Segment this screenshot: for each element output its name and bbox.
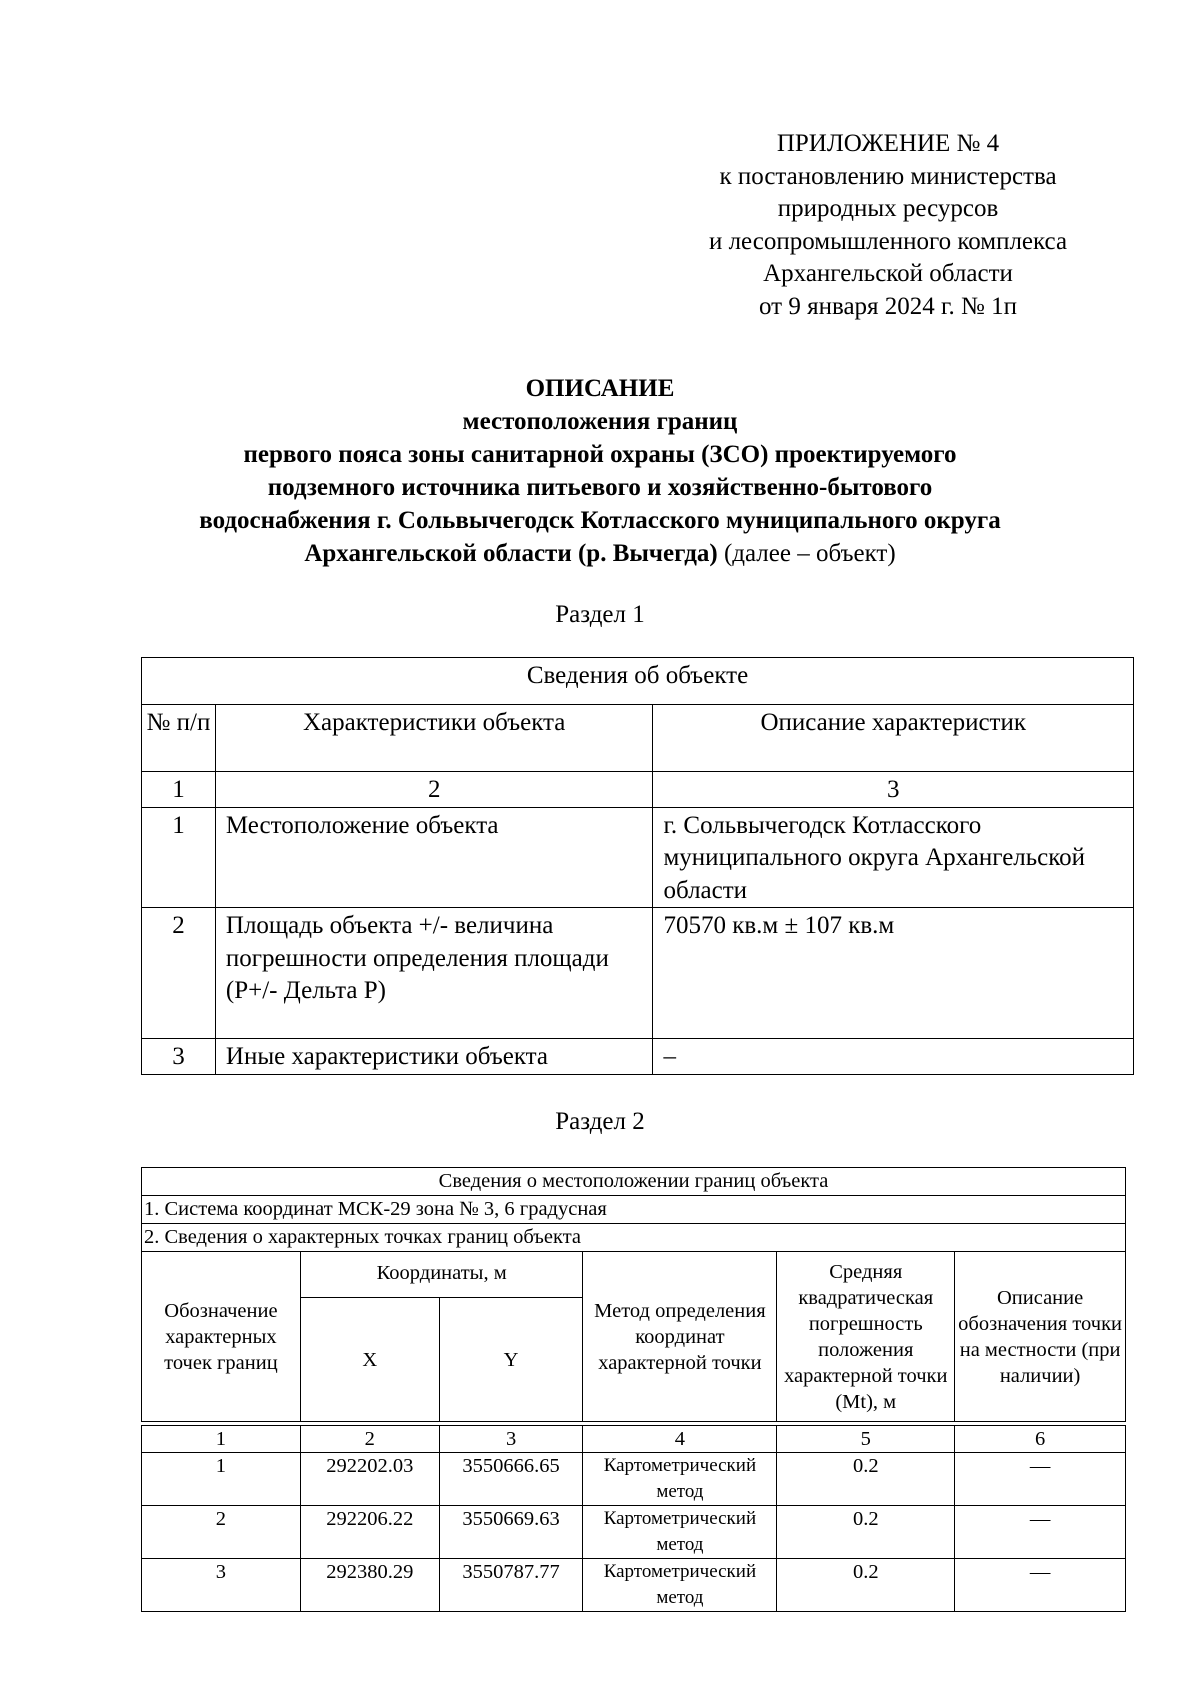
- header-cell-method: Метод определения координат характерной точки: [583, 1252, 777, 1422]
- coordinate-system-line: 1. Система координат МСК-29 зона № 3, 6 градусная: [142, 1196, 1126, 1224]
- appendix-line: ПРИЛОЖЕНИЕ № 4: [776, 130, 1000, 157]
- header-cell-point: Обозначение характерных точек границ: [142, 1252, 301, 1422]
- coord-x: 292202.03: [300, 1453, 439, 1506]
- point-id: 1: [142, 1453, 301, 1506]
- error: 0.2: [777, 1453, 955, 1506]
- header-cell-description: Описание обозначения точки на местности (при наличии): [955, 1252, 1126, 1422]
- method: Картометрический метод: [583, 1506, 777, 1559]
- document-heading: [70, 372, 1130, 570]
- boundary-points-table: [141, 1167, 1126, 1612]
- document-title: ОПИСАНИЕ: [525, 375, 675, 402]
- points-info-line: 2. Сведения о характерных точках границ объекта: [142, 1224, 1126, 1252]
- coord-x: 292206.22: [300, 1506, 439, 1559]
- row-characteristic: Местоположение объекта: [215, 807, 653, 908]
- table-row: [142, 1039, 1134, 1075]
- coord-y: 3550787.77: [439, 1559, 583, 1612]
- row-characteristic: Площадь объекта +/- величина погрешности определения площади (Р+/- Дельта Р): [215, 908, 653, 1039]
- point-id: 2: [142, 1506, 301, 1559]
- numbering-cell: 3: [439, 1426, 583, 1453]
- heading-line: первого пояса зоны санитарной охраны (ЗСО) проектируемого: [243, 441, 957, 468]
- header-cell-error: Средняя квадратическая погрешность положения характерной точки (Mt), м: [777, 1252, 955, 1422]
- appendix-line: Архангельской области: [763, 260, 1013, 287]
- numbering-cell: 4: [583, 1426, 777, 1453]
- row-num: 1: [142, 807, 216, 908]
- table-title: Сведения о местоположении границ объекта: [142, 1168, 1126, 1196]
- heading-line: подземного источника питьевого и хозяйственно-бытового: [267, 474, 933, 501]
- method: Картометрический метод: [583, 1559, 777, 1612]
- numbering-cell: 5: [777, 1426, 955, 1453]
- section2-title: Раздел 2: [555, 1108, 645, 1135]
- appendix-line: к постановлению министерства: [719, 162, 1057, 190]
- numbering-cell: 3: [653, 772, 1134, 808]
- coord-y: 3550666.65: [439, 1453, 583, 1506]
- heading-line: водоснабжения г. Сольвычегодск Котласского муниципального округа: [199, 507, 1001, 534]
- heading-line: местоположения границ: [462, 408, 738, 435]
- table-row: [142, 1453, 1126, 1506]
- point-description: —: [955, 1559, 1126, 1612]
- point-id: 3: [142, 1559, 301, 1612]
- header-cell-y: Y: [439, 1298, 583, 1422]
- table-title: Сведения об объекте: [142, 658, 1134, 705]
- point-description: —: [955, 1453, 1126, 1506]
- error: 0.2: [777, 1506, 955, 1559]
- appendix-line: и лесопромышленного комплекса: [708, 227, 1068, 255]
- numbering-cell: 6: [955, 1426, 1126, 1453]
- point-description: —: [955, 1506, 1126, 1559]
- numbering-cell: 1: [142, 772, 216, 808]
- table-row: [142, 1559, 1126, 1612]
- row-num: 2: [142, 908, 216, 1039]
- numbering-cell: 2: [215, 772, 653, 808]
- section1-title: Раздел 1: [555, 601, 645, 628]
- coord-y: 3550669.63: [439, 1506, 583, 1559]
- row-description: –: [653, 1039, 1134, 1075]
- table-row: [142, 1506, 1126, 1559]
- header-cell-description: Описание характеристик: [653, 705, 1134, 772]
- heading-normal-part: (далее – объект): [717, 540, 896, 567]
- object-info-table: [141, 657, 1134, 1075]
- row-num: 3: [142, 1039, 216, 1075]
- header-cell-x: X: [300, 1298, 439, 1422]
- table-row: [142, 807, 1134, 908]
- heading-line-last: [70, 537, 1130, 570]
- coord-x: 292380.29: [300, 1559, 439, 1612]
- numbering-cell: 2: [300, 1426, 439, 1453]
- row-description: г. Сольвычегодск Котласского муниципального округа Архангельской области: [653, 807, 1134, 908]
- row-characteristic: Иные характеристики объекта: [215, 1039, 653, 1075]
- header-cell-characteristic: Характеристики объекта: [215, 705, 653, 772]
- appendix-line: природных ресурсов: [777, 195, 999, 222]
- method: Картометрический метод: [583, 1453, 777, 1506]
- heading-bold-part: Архангельской области (р. Вычегда): [304, 540, 718, 567]
- appendix-line: от 9 января 2024 г. № 1п: [759, 292, 1017, 320]
- header-cell-coords: Координаты, м: [300, 1252, 583, 1298]
- row-description: 70570 кв.м ± 107 кв.м: [653, 908, 1134, 1039]
- numbering-row: [142, 772, 1134, 808]
- numbering-row: [142, 1426, 1126, 1453]
- numbering-cell: 1: [142, 1426, 301, 1453]
- appendix-block: [668, 128, 1108, 323]
- error: 0.2: [777, 1559, 955, 1612]
- header-cell-num: № п/п: [142, 705, 216, 772]
- table-row: [142, 908, 1134, 1039]
